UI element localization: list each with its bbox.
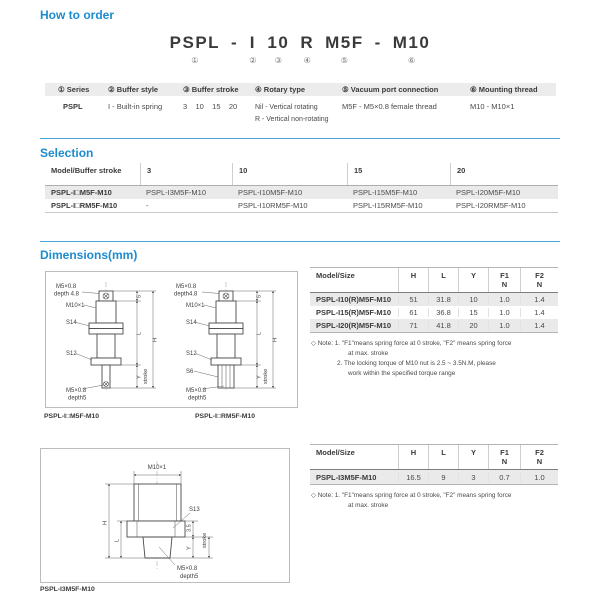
- label-hex-lower: S12: [186, 351, 197, 357]
- dim-label-l: L: [136, 331, 143, 335]
- series-value: PSPL: [63, 102, 83, 111]
- table-row: [310, 319, 558, 332]
- f1-value: 1.0: [488, 308, 520, 317]
- table-row: [45, 199, 558, 212]
- column-header-mounting-thread: ⑥ Mounting thread: [470, 85, 538, 94]
- part-number-segment: [249, 34, 256, 65]
- dim-label-h: H: [152, 337, 159, 342]
- part-number-segment: [393, 34, 431, 65]
- f2-value: 1.4: [520, 295, 558, 304]
- column-header-f2: [520, 445, 558, 469]
- note-line: ◇ Note: 1. "F1"means spring force at 0 stroke, "F2" means spring force: [311, 340, 512, 347]
- part-number-index: ⑥: [407, 55, 416, 65]
- order-code-table-row: [45, 96, 556, 126]
- dim-label-stroke: stroke: [202, 532, 208, 548]
- label-top-thread: M10×1: [147, 465, 167, 471]
- label-body-thread: M10×1: [66, 303, 85, 309]
- section-title-how-to-order: How to order: [40, 8, 114, 22]
- f2-value: 1.0: [520, 473, 558, 482]
- table-row: [310, 470, 558, 484]
- table-row: [310, 306, 558, 319]
- part-number-segment: [300, 34, 314, 65]
- table-row: [310, 293, 558, 306]
- part-number-index: ②: [249, 55, 257, 65]
- label-spline: S6: [186, 369, 194, 375]
- model-code: PSPL-I3M5F-M10: [146, 188, 207, 197]
- part-number-text: I: [249, 33, 256, 52]
- section-divider: [40, 241, 560, 242]
- column-header-stroke-10: 10: [232, 163, 347, 185]
- f1-value: 1.0: [488, 295, 520, 304]
- label-body-thread: M10×1: [186, 303, 205, 309]
- dim-label-l: L: [114, 538, 121, 542]
- part-number-index: ⑤: [340, 55, 348, 65]
- column-header-l: L: [428, 445, 458, 469]
- dimension-table-header: [310, 445, 558, 470]
- model-name: PSPL-I□M5F-M10: [51, 188, 112, 197]
- f1-unit: N: [501, 457, 508, 466]
- column-header-stroke-15: 15: [347, 163, 450, 185]
- dim-label-y: Y: [186, 546, 193, 550]
- f1-label: F1: [500, 271, 509, 280]
- y-value: 20: [458, 321, 488, 330]
- label-hex-upper: S14: [186, 320, 197, 326]
- dimension-drawing-box-bottom: [40, 448, 290, 583]
- y-value: 10: [458, 295, 488, 304]
- column-header-y: Y: [458, 445, 488, 469]
- dim-label-l: L: [256, 331, 263, 335]
- dim-label-stroke: stroke: [263, 368, 269, 384]
- rotary-option-nil: Nil - Vertical rotating: [255, 104, 318, 111]
- label-top-depth: depth4.8: [174, 291, 198, 298]
- label-hex: S13: [189, 507, 200, 513]
- l-value: 9: [428, 473, 458, 482]
- l-value: 36.8: [428, 308, 458, 317]
- dim-label-y: Y: [136, 375, 143, 379]
- column-header-stroke-3: 3: [140, 163, 232, 185]
- selection-table-header: [45, 163, 558, 186]
- model-code: -: [146, 201, 149, 210]
- rotary-type-values: [250, 102, 337, 126]
- part-number-index: ③: [274, 55, 282, 65]
- dim-label-3-5: 3.5: [186, 524, 193, 532]
- model-name: PSPL-I□RM5F-M10: [51, 201, 118, 210]
- vacuum-port-value: M5F - M5×0.8 female thread: [342, 102, 437, 111]
- dim-label-h: H: [272, 337, 279, 342]
- dim-label-5: 5: [136, 294, 143, 298]
- h-value: 16.5: [398, 473, 428, 482]
- column-header-series: ① Series: [58, 85, 90, 94]
- label-bottom-depth: depth5: [68, 395, 87, 402]
- f2-value: 1.4: [520, 321, 558, 330]
- part-number-text: PSPL: [169, 33, 221, 52]
- part-number-segment: [325, 34, 364, 65]
- model-code: PSPL-I15M5F-M10: [353, 188, 418, 197]
- dim-label-stroke: stroke: [143, 368, 149, 384]
- dim-label-5: 5: [256, 294, 263, 298]
- drawing-caption: PSPL-I3M5F-M10: [40, 586, 95, 593]
- part-number-index: ④: [303, 55, 311, 65]
- section-divider: [40, 138, 560, 139]
- label-bottom-thread: M5×0.8: [66, 388, 87, 394]
- column-header-f1: [488, 445, 520, 469]
- model-code: PSPL-I20RM5F-M10: [456, 201, 526, 210]
- part-number-index: ①: [191, 55, 199, 65]
- technical-drawing-svg: [41, 449, 291, 584]
- dimension-table-bottom: [310, 444, 558, 485]
- column-header-buffer-style: ② Buffer style: [108, 85, 159, 94]
- dimension-table-header: [310, 268, 558, 293]
- order-code-table-header: [45, 83, 556, 96]
- column-header-h: H: [398, 268, 428, 292]
- part-number-text: R: [300, 33, 315, 52]
- drawing-i3-version: [102, 461, 213, 569]
- model-code: PSPL-I10M5F-M10: [238, 188, 303, 197]
- note-line: at max. stroke: [348, 501, 389, 509]
- part-number-text: M10: [392, 33, 431, 52]
- column-header-l: L: [428, 268, 458, 292]
- label-bottom-depth: depth5: [188, 395, 207, 402]
- f1-value: 0.7: [488, 473, 520, 482]
- drawing-caption: PSPL-I□M5F-M10: [44, 413, 100, 420]
- part-number: [0, 34, 600, 65]
- f2-value: 1.4: [520, 308, 558, 317]
- model-name: PSPL-I3M5F-M10: [316, 472, 377, 482]
- f1-unit: N: [501, 280, 508, 289]
- column-header-rotary-type: ④ Rotary type: [255, 85, 306, 94]
- technical-drawing-svg: [46, 272, 299, 409]
- part-number-segment: [375, 34, 382, 65]
- part-number-text: -: [231, 33, 239, 52]
- model-code: PSPL-I20M5F-M10: [456, 188, 521, 197]
- part-number-text: 10: [267, 33, 290, 52]
- mounting-thread-value: M10 - M10×1: [470, 102, 515, 111]
- dim-label-y: Y: [256, 375, 263, 379]
- f2-unit: N: [536, 280, 543, 289]
- rotary-option-r: R - Vertical non-rotating: [255, 115, 329, 123]
- h-value: 61: [398, 308, 428, 317]
- dim-label-h: H: [102, 520, 109, 525]
- column-header-y: Y: [458, 268, 488, 292]
- column-header-f1: [488, 268, 520, 292]
- note-line: 2. The locking torque of M10 nut is 2.5 ~ 3.5N.M, please: [337, 359, 496, 367]
- buffer-stroke-values: 3 10 15 20: [183, 102, 238, 111]
- drawing-caption: PSPL-I□RM5F-M10: [195, 413, 255, 420]
- model-code: PSPL-I10RM5F-M10: [238, 201, 308, 210]
- note-block-bottom: [311, 491, 563, 511]
- order-code-table: [45, 83, 556, 126]
- part-number-text: M5F: [325, 33, 364, 52]
- y-value: 3: [458, 473, 488, 482]
- model-name: PSPL-I20(R)M5F-M10: [316, 321, 392, 330]
- h-value: 71: [398, 321, 428, 330]
- label-bottom-depth: depth5: [180, 574, 199, 580]
- column-header-buffer-stroke: ③ Buffer stroke: [183, 85, 239, 94]
- column-header-model: Model/Buffer stroke: [51, 166, 122, 175]
- column-header-stroke-20: 20: [450, 163, 558, 185]
- l-value: 31.8: [428, 295, 458, 304]
- f2-label: F2: [535, 271, 544, 280]
- section-title-selection: Selection: [40, 146, 94, 160]
- dimension-table-top: [310, 267, 558, 333]
- label-top-thread: M5×0.8: [56, 284, 77, 290]
- column-header-vacuum-port: ⑤ Vacuum port connection: [342, 85, 439, 94]
- dimension-drawing-box-top: [45, 271, 298, 408]
- h-value: 51: [398, 295, 428, 304]
- note-block-top: [311, 339, 563, 379]
- l-value: 41.8: [428, 321, 458, 330]
- part-number-text: -: [374, 33, 382, 52]
- f1-value: 1.0: [488, 321, 520, 330]
- model-name: PSPL-I10(R)M5F-M10: [316, 295, 392, 304]
- part-number-segment: [170, 34, 220, 65]
- selection-table: [45, 163, 558, 213]
- label-bottom-thread: M5×0.8: [177, 566, 198, 572]
- note-line: work within the specified torque range: [348, 369, 456, 377]
- model-code: PSPL-I15RM5F-M10: [353, 201, 423, 210]
- f2-label: F2: [535, 448, 544, 457]
- part-number-segment: [231, 34, 238, 65]
- label-hex-lower: S12: [66, 351, 77, 357]
- section-title-dimensions: Dimensions(mm): [40, 248, 138, 262]
- f2-unit: N: [536, 457, 543, 466]
- column-header-model-size: Model/Size: [316, 448, 355, 457]
- buffer-style-value: I - Built-in spring: [108, 102, 163, 111]
- f1-label: F1: [500, 448, 509, 457]
- column-header-f2: [520, 268, 558, 292]
- column-header-h: H: [398, 445, 428, 469]
- y-value: 15: [458, 308, 488, 317]
- part-number-segment: [267, 34, 289, 65]
- label-hex-upper: S14: [66, 320, 77, 326]
- model-name: PSPL-I15(R)M5F-M10: [316, 308, 392, 317]
- label-bottom-thread: M5×0.8: [186, 388, 207, 394]
- note-line: ◇ Note: 1. "F1"means spring force at 0 stroke, "F2" means spring force: [311, 492, 512, 499]
- table-row: [45, 186, 558, 199]
- label-top-thread: M5×0.8: [176, 284, 197, 290]
- note-line: at max. stroke: [348, 349, 389, 357]
- column-header-model-size: Model/Size: [316, 271, 355, 280]
- label-top-depth: depth 4.8: [54, 291, 80, 298]
